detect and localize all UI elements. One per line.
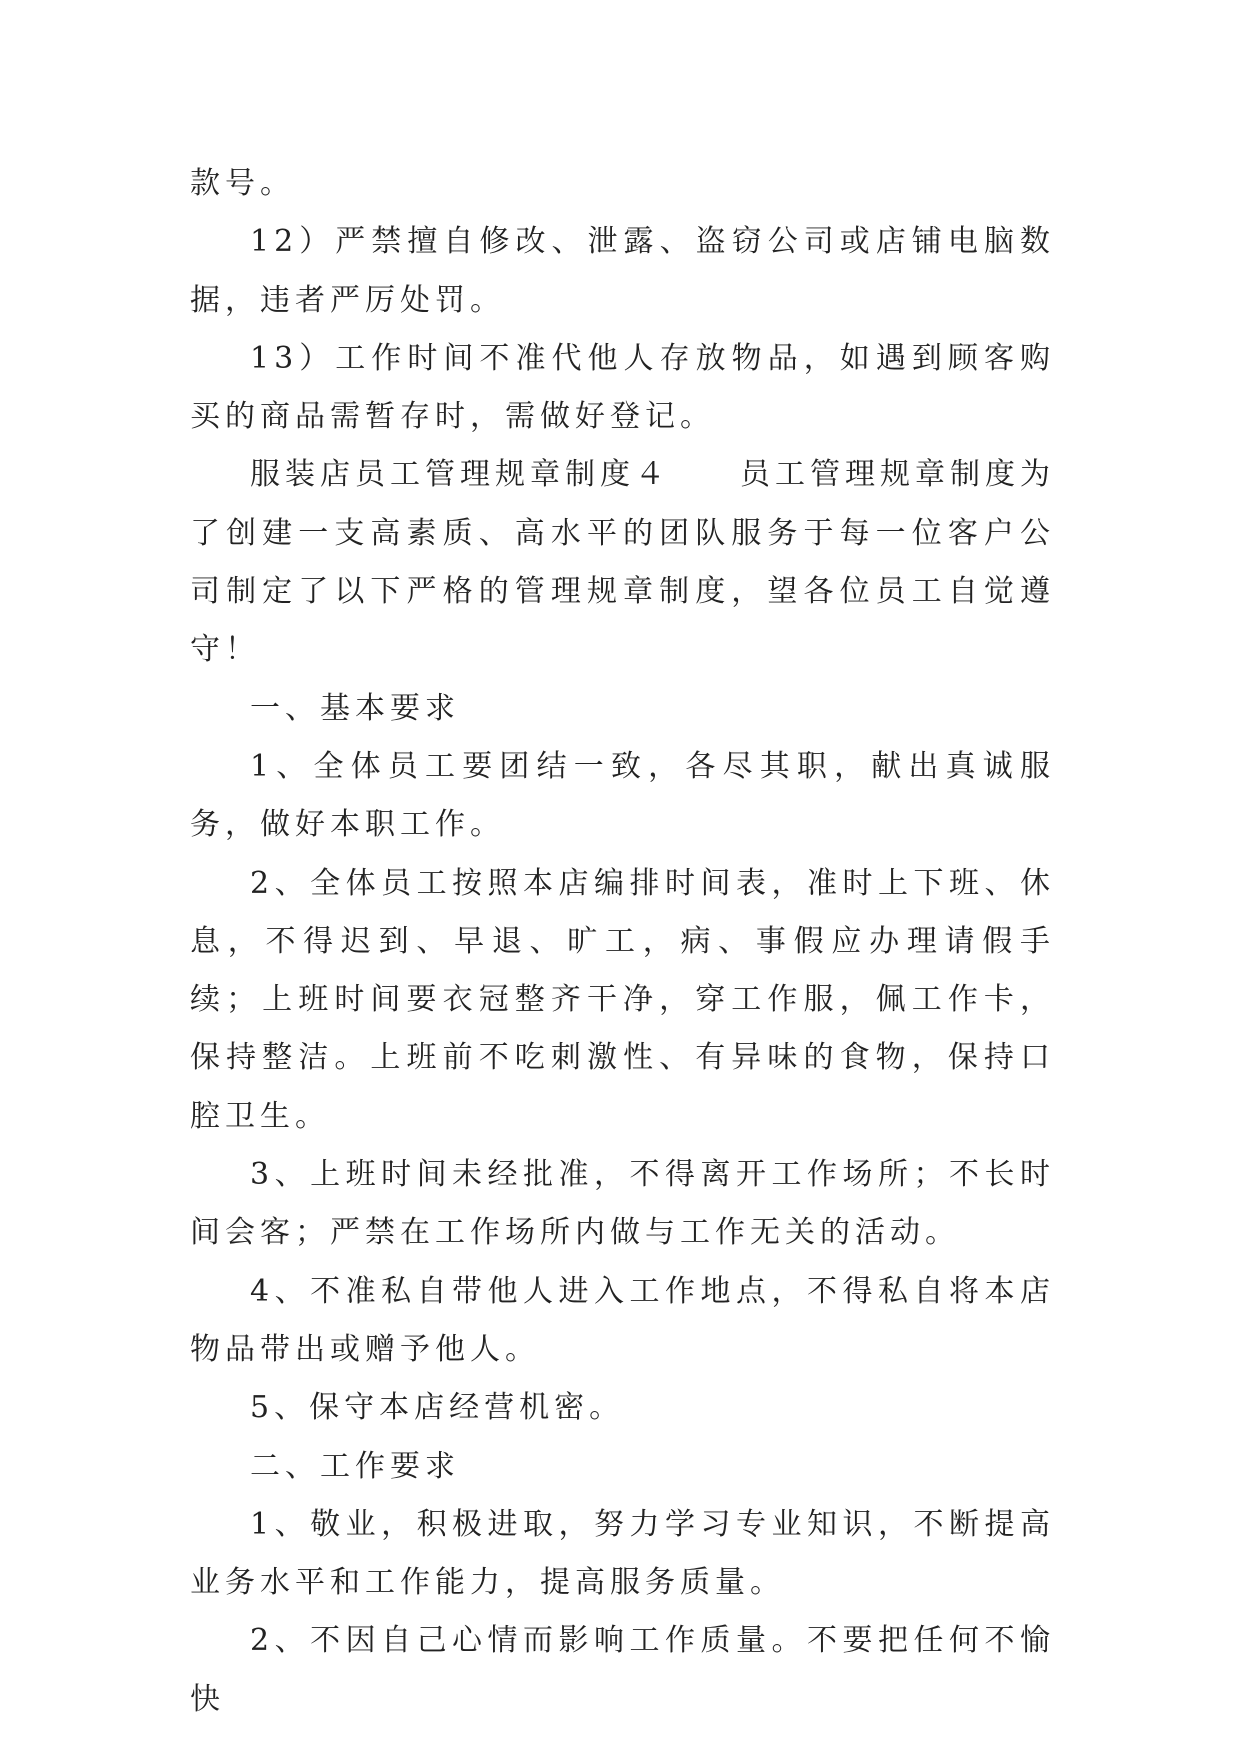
paragraph-continuation: 款号。 [190,166,295,201]
section-title: 服装店员工管理规章制度４ [250,457,670,493]
heading-basic-requirements: 一、基本要求 [250,690,460,726]
paragraph-rule-13: 13）工作时间不准代他人存放物品，如遇到顾客购买的商品需暂存时，需做好登记。 [190,340,1055,435]
paragraph-basic-5: 5、保守本店经营机密。 [250,1390,625,1426]
section-intro: 员工管理规章制度为了创建一支高素质、高水平的团队服务于每一位客户公司制定了以下严格的管理规章制度，望各位员工自觉遵守！ [190,457,1055,668]
paragraph-work-2: 2、不因自己心情而影响工作质量。不要把任何不愉快 [190,1623,1055,1717]
paragraph-basic-4: 4、不准私自带他人进入工作地点，不得私自将本店物品带出或赠予他人。 [190,1273,1055,1367]
paragraph-basic-2: 2、全体员工按照本店编排时间表，准时上下班、休息，不得迟到、早退、旷工，病、事假应办理请假手续；上班时间要衣冠整齐干净，穿工作服，佩工作卡，保持整洁。上班前不吃刺激性、有异味的食物，保持口腔卫生。 [190,865,1055,1134]
paragraph-section-4 [190,446,1055,679]
heading-work-requirements: 二、工作要求 [250,1448,460,1484]
paragraph-work-1: 1、敬业，积极进取，努力学习专业知识，不断提高业务水平和工作能力，提高服务质量。 [190,1506,1055,1601]
paragraph-basic-1: 1、全体员工要团结一致，各尽其职，献出真诚服务，做好本职工作。 [190,748,1055,843]
paragraph-basic-3: 3、上班时间未经批准，不得离开工作场所；不长时间会客；严禁在工作场所内做与工作无关的活动。 [190,1157,1055,1251]
document-body [190,155,1055,1729]
paragraph-rule-12: 12）严禁擅自修改、泄露、盗窃公司或店铺电脑数据，违者严厉处罚。 [190,224,1055,318]
